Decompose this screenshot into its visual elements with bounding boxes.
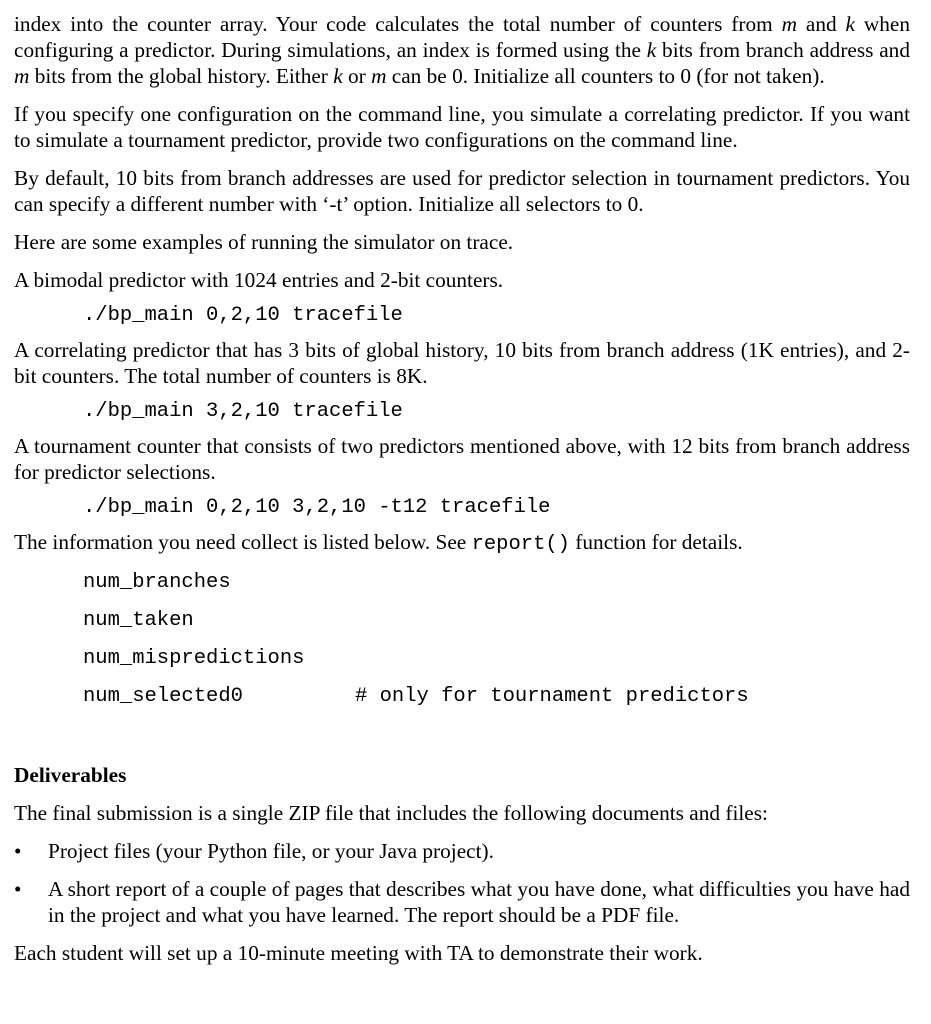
example-3-command: ./bp_main 0,2,10 3,2,10 -t12 tracefile bbox=[83, 496, 551, 519]
var-m: m bbox=[371, 64, 387, 88]
var-k: k bbox=[333, 64, 343, 88]
field-row bbox=[83, 564, 910, 602]
report-function-name: report() bbox=[471, 533, 570, 556]
deliverables-intro: The final submission is a single ZIP file that includes the following documents and files: bbox=[14, 801, 768, 825]
text-run: when configuring a predictor. During simulations, an index is formed using the bbox=[14, 12, 910, 62]
field-comment: # only for tournament predictors bbox=[355, 685, 749, 708]
bullet-icon: • bbox=[14, 839, 22, 863]
var-k: k bbox=[845, 12, 855, 36]
bullet-item bbox=[14, 838, 910, 864]
var-m: m bbox=[781, 12, 797, 36]
field-name: num_selected0 bbox=[83, 685, 243, 708]
bullet-text: Project files (your Python file, or your Java project). bbox=[48, 839, 494, 863]
var-m: m bbox=[14, 64, 30, 88]
text-run: The information you need collect is listed below. See bbox=[14, 530, 472, 554]
field-name: num_taken bbox=[83, 609, 194, 632]
text-run: function for details. bbox=[569, 530, 743, 554]
text-run: and bbox=[796, 12, 846, 36]
field-row bbox=[83, 640, 910, 678]
document-page bbox=[14, 11, 910, 966]
paragraph-default-bits: By default, 10 bits from branch addresses are used for predictor selection in tournament predictors. You can specify a different number with ‘-t’ option. Initialize all selectors to 0. bbox=[14, 166, 910, 216]
text-run: can be 0. Initialize all counters to 0 (for not taken). bbox=[386, 64, 825, 88]
bullet-item bbox=[14, 876, 910, 928]
section-heading-deliverables: Deliverables bbox=[14, 763, 127, 787]
example-3-description: A tournament counter that consists of two predictors mentioned above, with 12 bits from branch address for predictor selections. bbox=[14, 434, 910, 484]
paragraph-counter-index bbox=[14, 11, 910, 89]
bullet-text: A short report of a couple of pages that describes what you have done, what difficulties you have had in the project and what you have learned. The report should be a PDF file. bbox=[48, 877, 910, 927]
example-1-command: ./bp_main 0,2,10 tracefile bbox=[83, 304, 403, 327]
var-k: k bbox=[646, 38, 657, 62]
text-run: or bbox=[342, 64, 372, 88]
paragraph-configuration: If you specify one configuration on the command line, you simulate a correlating predictor. If you want to simulate a tournament predictor, provide two configurations on the command line. bbox=[14, 102, 910, 152]
field-row bbox=[83, 602, 910, 640]
text-run: index into the counter array. Your code calculates the total number of counters from bbox=[14, 12, 782, 36]
bullet-icon: • bbox=[14, 877, 22, 901]
paragraph-examples-intro: Here are some examples of running the simulator on trace. bbox=[14, 230, 514, 254]
text-run: bits from branch address and bbox=[656, 38, 910, 62]
paragraph-info-collect bbox=[14, 529, 910, 558]
field-row bbox=[83, 678, 910, 716]
text-run: bits from the global history. Either bbox=[29, 64, 334, 88]
field-name: num_mispredictions bbox=[83, 647, 305, 670]
field-list bbox=[14, 564, 910, 716]
paragraph-closing: Each student will set up a 10-minute meeting with TA to demonstrate their work. bbox=[14, 941, 703, 965]
example-2-command: ./bp_main 3,2,10 tracefile bbox=[83, 400, 403, 423]
example-2-description: A correlating predictor that has 3 bits of global history, 10 bits from branch address (1K entries), and 2-bit counters. The total number of counters is 8K. bbox=[14, 338, 910, 388]
example-1-description: A bimodal predictor with 1024 entries and 2-bit counters. bbox=[14, 268, 504, 292]
field-name: num_branches bbox=[83, 571, 231, 594]
